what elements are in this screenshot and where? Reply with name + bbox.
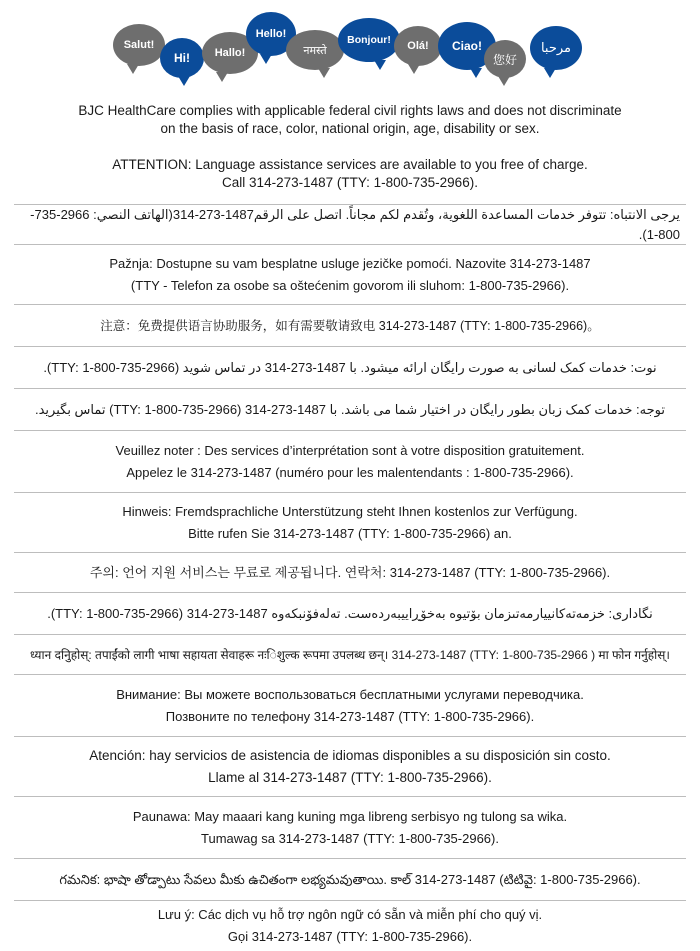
entry-french — [14, 431, 686, 493]
entry-german — [14, 493, 686, 553]
greeting-bubble-ciao: Ciao! — [438, 22, 496, 70]
entry-nepali — [14, 635, 686, 675]
nondiscrimination-notice — [0, 102, 700, 192]
entry-kurdish — [14, 593, 686, 635]
bosnian-line-1: Pažnja: Dostupne su vam besplatne usluge jezičke pomoći. Nazovite 314-273-1487 — [109, 255, 591, 271]
kurdish-text: نگاداری: خزمەتەکانییارمەتىزمان بۆتیوه بەخۆڕاییبەردەست. تەلەفۆنبکەوە 1487-273-314 (TTY: 1-800-735-2966). — [47, 605, 653, 621]
greeting-bubble-hello: Hello! — [246, 12, 296, 56]
arabic-text: يرجى الانتباه: تتوفر خدمات المساعدة اللغوية، وتُقدم لكم مجاناً. اتصل على الرقم1487-273-314(الهاتف النصي: 2966-735-800-1). — [30, 206, 680, 242]
greeting-bubble-salut: Salut! — [113, 24, 165, 66]
greeting-bubble-namaste: नमस्ते — [286, 30, 344, 70]
entry-spanish — [14, 737, 686, 797]
russian-line-1: Внимание: Вы можете воспользоваться бесплатными услугами переводчика. — [116, 686, 584, 702]
language-assistance-list — [14, 204, 686, 951]
entry-telugu — [14, 859, 686, 901]
russian-line-2: Позвоните по телефону 314-273-1487 (TTY: 1-800-735-2966). — [165, 708, 535, 724]
greeting-bubble-hi: Hi! — [160, 38, 204, 78]
entry-tagalog — [14, 797, 686, 859]
german-line-2: Bitte rufen Sie 314-273-1487 (TTY: 1-800-735-2966) an. — [188, 525, 512, 541]
notice-line-1: BJC HealthCare complies with applicable federal civil rights laws and does not discriminate — [78, 103, 622, 118]
entry-chinese — [14, 305, 686, 347]
spanish-line-1: Atención: hay servicios de asistencia de idiomas disponibles a su disposición sin costo. — [89, 747, 611, 763]
attention-line: ATTENTION: Language assistance services are available to you free of charge. — [112, 157, 588, 172]
spanish-line-2: Llame al 314-273-1487 (TTY: 1-800-735-2966). — [208, 769, 492, 785]
entry-korean — [14, 553, 686, 593]
entry-vietnamese — [14, 901, 686, 951]
korean-text: 주의: 언어 지원 서비스는 무료로 제공됩니다. 연락처: 314-273-1487 (TTY: 1-800-735-2966). — [89, 564, 611, 580]
greeting-bubbles-banner — [0, 0, 700, 98]
farsi-dari-text: نوت: خدمات کمک لسانی به صورت رایگان ارائه میشود. با 1487-273-314 در تماس شوید (TTY: 1-800-735-2966). — [43, 359, 657, 375]
vietnamese-line-1: Lưu ý: Các dịch vụ hỗ trợ ngôn ngữ có sẵn và miễn phí cho quý vị. — [157, 907, 543, 922]
call-line: Call 314-273-1487 (TTY: 1-800-735-2966). — [222, 175, 478, 190]
entry-farsi-dari — [14, 347, 686, 389]
greeting-bubble-nihao: 您好 — [484, 40, 526, 78]
french-line-2: Appelez le 314-273-1487 (numéro pour les malentendants : 1-800-735-2966). — [126, 464, 574, 480]
french-line-1: Veuillez noter : Des services d’interprétation sont à votre disposition gratuitement. — [115, 442, 585, 458]
greeting-bubble-marhaba: مرحبا — [530, 26, 582, 70]
entry-russian — [14, 675, 686, 737]
telugu-text: గమనిక: భాషా తోడ్పాటు సేవలు మీకు ఉచితంగా లభ్యమవుతాయి. కాల్ 314-273-1487 (టిటివై: 1-800-735-2966). — [59, 871, 641, 887]
entry-arabic — [14, 205, 686, 245]
german-line-1: Hinweis: Fremdsprachliche Unterstützung steht Ihnen kostenlos zur Verfügung. — [122, 503, 578, 519]
farsi-text: توجه: خدمات کمک زبان بطور رایگان در اختیار شما می باشد. با 1487-273-314 (TTY: 1-800-735-2966) تماس بگیرید. — [35, 401, 665, 417]
tagalog-line-1: Paunawa: May maaari kang kuning mga libreng serbisyo ng tulong sa wika. — [132, 808, 568, 824]
chinese-text: 注意：免费提供语言协助服务，如有需要敬请致电 314-273-1487 (TTY: 1-800-735-2966)。 — [100, 318, 600, 333]
tagalog-line-2: Tumawag sa 314-273-1487 (TTY: 1-800-735-2966). — [201, 830, 499, 846]
greeting-bubble-ola: Olá! — [394, 26, 442, 66]
bosnian-line-2: (TTY - Telefon za osobe sa oštećenim govorom ili sluhom: 1-800-735-2966). — [130, 277, 570, 293]
notice-line-2: on the basis of race, color, national origin, age, disability or sex. — [160, 121, 540, 136]
nepali-text: ध्यान दनिुहोस्: तपाईंको लागी भाषा सहायता सेवाहरू नःिशुल्क रूपमा उपलब्ध छन्। 314-273-1487 (TTY: 1-800-735-2966 ) मा फोन गर्नुहोस्। — [30, 647, 670, 662]
vietnamese-line-2: Gọi 314-273-1487 (TTY: 1-800-735-2966). — [227, 929, 473, 944]
greeting-bubble-hallo: Hallo! — [202, 32, 258, 74]
entry-bosnian — [14, 245, 686, 305]
entry-farsi — [14, 389, 686, 431]
greeting-bubble-bonjour: Bonjour! — [338, 18, 400, 62]
